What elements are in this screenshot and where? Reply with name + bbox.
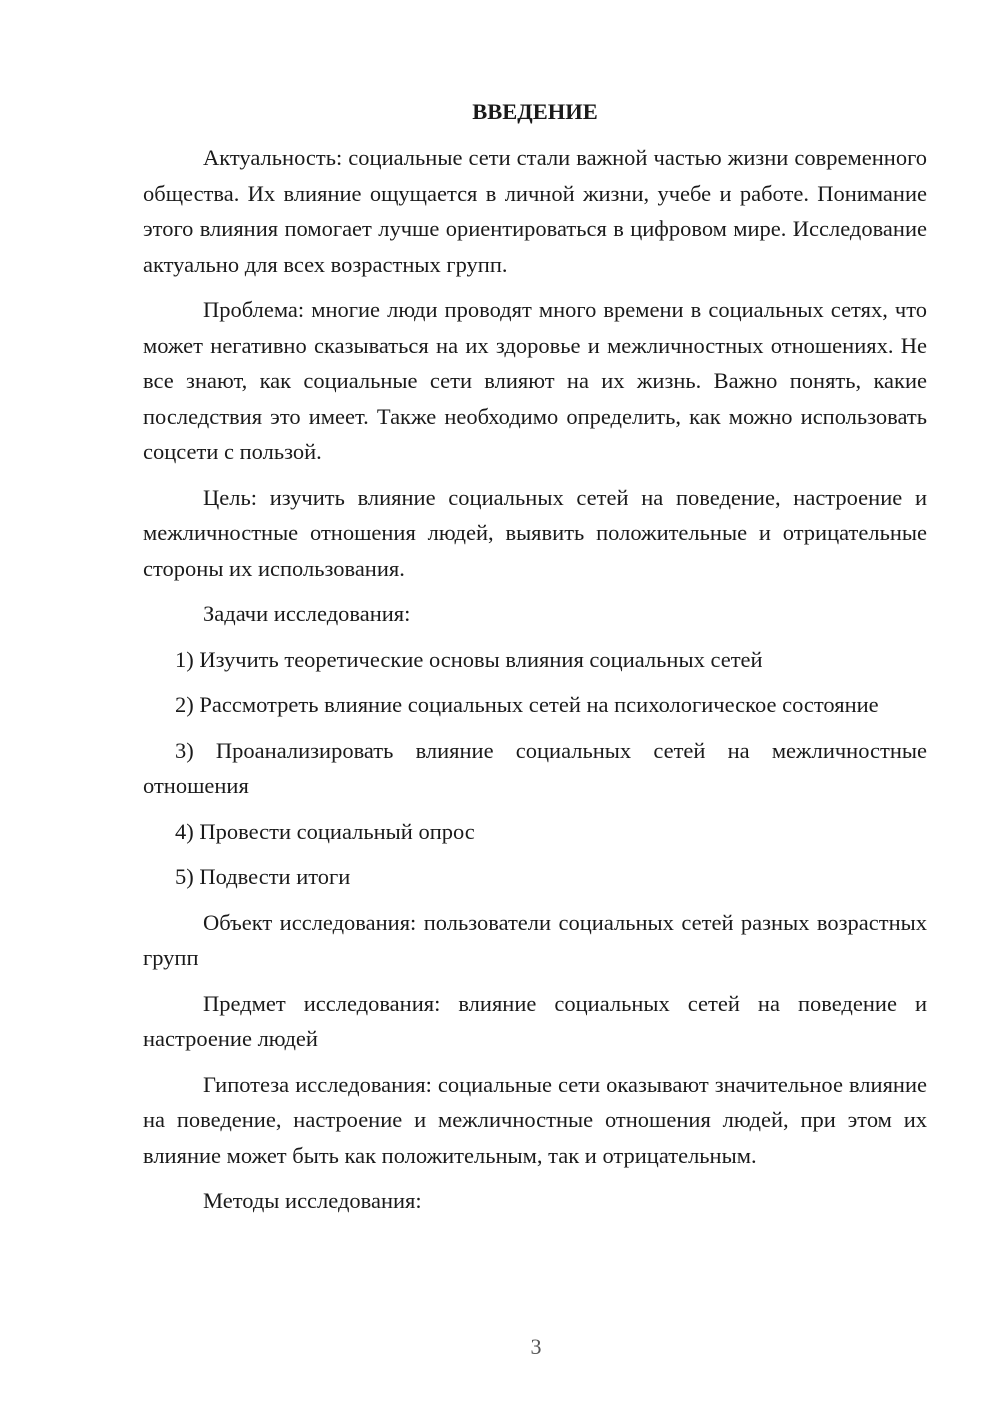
- goal-paragraph: Цель: изучить влияние социальных сетей на поведение, настроение и межличностные отношения людей, выявить положительные и отрицательные стороны их использования.: [143, 484, 927, 581]
- page-title: ВВЕДЕНИЕ: [472, 99, 598, 124]
- task-item: 2) Рассмотреть влияние социальных сетей на психологическое состояние: [175, 692, 879, 717]
- hypothesis-paragraph: Гипотеза исследования: социальные сети оказывают значительное влияние на поведение, настроение и межличностные отношения людей, при этом их влияние может быть как положительным, так и отрицательным.: [143, 1071, 927, 1168]
- task-item: 1) Изучить теоретические основы влияния социальных сетей: [175, 646, 763, 672]
- subject-paragraph: Предмет исследования: влияние социальных сетей на поведение и настроение людей: [143, 990, 927, 1051]
- task-item: 5) Подвести итоги: [175, 864, 351, 889]
- methods-heading: Методы исследования:: [203, 1188, 422, 1213]
- page-content: [143, 94, 927, 1229]
- task-item: 4) Провести социальный опрос: [175, 818, 475, 844]
- problem-paragraph: Проблема: многие люди проводят много времени в социальных сетях, что может негативно сказываться на их здоровье и межличностных отношениях. Не все знают, как социальные сети влияют на их жизнь. Важно понять, какие последствия это имеет. Также необходимо определить, как можно использовать соцсети с пользой.: [143, 297, 927, 464]
- object-paragraph: Объект исследования: пользователи социальных сетей разных возрастных групп: [143, 909, 927, 970]
- tasks-heading: Задачи исследования:: [203, 601, 411, 626]
- task-item: 3) Проанализировать влияние социальных сетей на межличностные отношения: [143, 737, 927, 798]
- page-number: 3: [530, 1334, 542, 1359]
- relevance-paragraph: Актуальность: социальные сети стали важной частью жизни современного общества. Их влияние ощущается в личной жизни, учебе и работе. Понимание этого влияния помогает лучше ориентироваться в цифровом мире. Исследование актуально для всех возрастных групп.: [143, 145, 927, 277]
